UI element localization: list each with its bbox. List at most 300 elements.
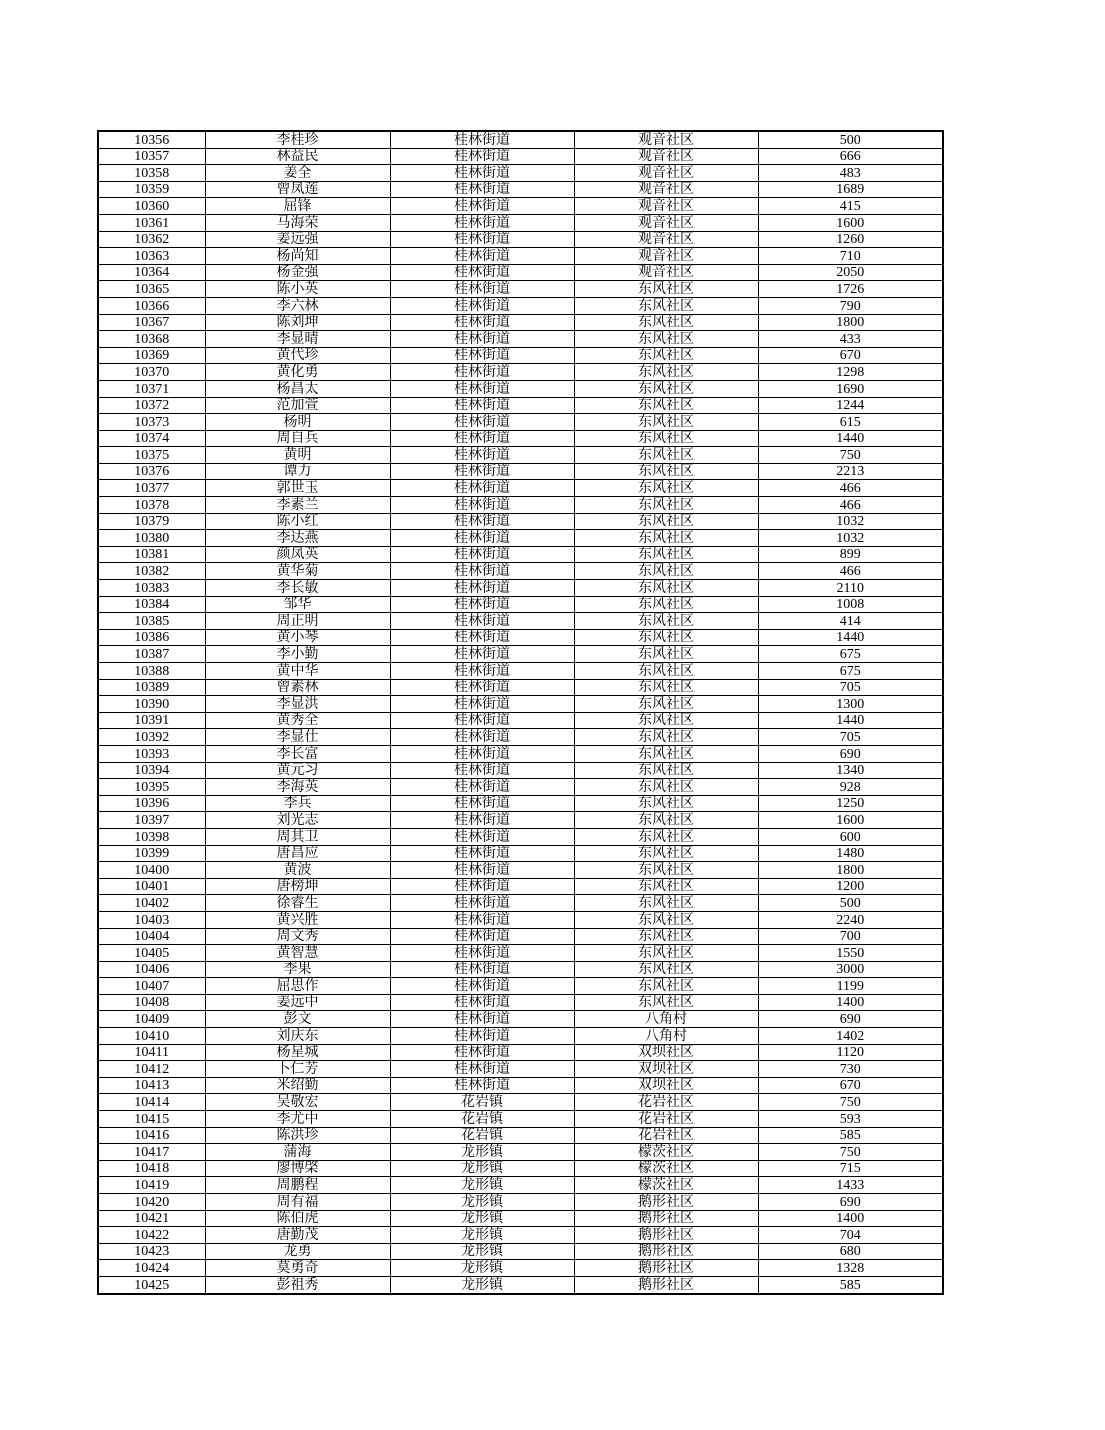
cell-community: 东风社区	[574, 679, 758, 696]
cell-street: 桂林街道	[390, 729, 574, 746]
cell-name: 杨金强	[205, 264, 390, 281]
cell-id: 10400	[98, 862, 205, 879]
table-row	[98, 463, 943, 480]
cell-community: 东风社区	[574, 447, 758, 464]
cell-community: 东风社区	[574, 862, 758, 879]
table-row	[98, 1044, 943, 1061]
cell-id: 10419	[98, 1177, 205, 1194]
cell-community: 东风社区	[574, 513, 758, 530]
cell-amount: 1260	[758, 231, 943, 248]
cell-name: 周自兵	[205, 430, 390, 447]
cell-amount: 899	[758, 546, 943, 563]
cell-amount: 1340	[758, 762, 943, 779]
cell-id: 10379	[98, 513, 205, 530]
table-row	[98, 945, 943, 962]
table-row	[98, 181, 943, 198]
cell-street: 桂林街道	[390, 314, 574, 331]
cell-id: 10382	[98, 563, 205, 580]
cell-amount: 705	[758, 729, 943, 746]
cell-id: 10376	[98, 463, 205, 480]
cell-amount: 615	[758, 414, 943, 431]
cell-name: 杨明	[205, 414, 390, 431]
cell-name: 李尤中	[205, 1111, 390, 1128]
cell-street: 桂林街道	[390, 214, 574, 231]
table-row	[98, 347, 943, 364]
cell-id: 10401	[98, 878, 205, 895]
cell-amount: 500	[758, 131, 943, 148]
table-row	[98, 779, 943, 796]
cell-community: 东风社区	[574, 812, 758, 829]
cell-name: 郭世玉	[205, 480, 390, 497]
cell-amount: 670	[758, 1077, 943, 1094]
table-row	[98, 264, 943, 281]
cell-street: 桂林街道	[390, 380, 574, 397]
cell-amount: 1244	[758, 397, 943, 414]
cell-street: 桂林街道	[390, 297, 574, 314]
cell-name: 李显仕	[205, 729, 390, 746]
cell-street: 桂林街道	[390, 414, 574, 431]
cell-id: 10365	[98, 281, 205, 298]
cell-id: 10418	[98, 1160, 205, 1177]
cell-id: 10389	[98, 679, 205, 696]
cell-street: 桂林街道	[390, 165, 574, 182]
cell-amount: 2213	[758, 463, 943, 480]
cell-community: 鹅形社区	[574, 1210, 758, 1227]
cell-id: 10412	[98, 1061, 205, 1078]
cell-name: 黄中华	[205, 663, 390, 680]
cell-community: 东风社区	[574, 314, 758, 331]
cell-name: 黄化勇	[205, 364, 390, 381]
cell-community: 东风社区	[574, 911, 758, 928]
cell-amount: 690	[758, 1194, 943, 1211]
cell-amount: 2110	[758, 580, 943, 597]
cell-id: 10367	[98, 314, 205, 331]
cell-street: 桂林街道	[390, 878, 574, 895]
table-row	[98, 447, 943, 464]
table-row	[98, 646, 943, 663]
cell-community: 东风社区	[574, 563, 758, 580]
cell-street: 花岩镇	[390, 1094, 574, 1111]
table-row	[98, 397, 943, 414]
cell-community: 东风社区	[574, 729, 758, 746]
cell-id: 10407	[98, 978, 205, 995]
cell-community: 花岩社区	[574, 1094, 758, 1111]
cell-community: 双坝社区	[574, 1044, 758, 1061]
cell-amount: 1400	[758, 994, 943, 1011]
cell-amount: 750	[758, 447, 943, 464]
table-row	[98, 1276, 943, 1293]
cell-street: 桂林街道	[390, 1044, 574, 1061]
cell-name: 龙勇	[205, 1243, 390, 1260]
cell-amount: 1250	[758, 795, 943, 812]
cell-id: 10356	[98, 131, 205, 148]
cell-amount: 750	[758, 1144, 943, 1161]
cell-amount: 1120	[758, 1044, 943, 1061]
cell-community: 观音社区	[574, 131, 758, 148]
cell-id: 10420	[98, 1194, 205, 1211]
cell-name: 陈小英	[205, 281, 390, 298]
cell-community: 东风社区	[574, 779, 758, 796]
cell-id: 10388	[98, 663, 205, 680]
cell-street: 桂林街道	[390, 745, 574, 762]
data-table	[97, 130, 944, 1295]
cell-name: 卜仁芳	[205, 1061, 390, 1078]
table-row	[98, 1144, 943, 1161]
cell-id: 10405	[98, 945, 205, 962]
cell-community: 观音社区	[574, 214, 758, 231]
cell-name: 陈小红	[205, 513, 390, 530]
cell-id: 10413	[98, 1077, 205, 1094]
cell-id: 10361	[98, 214, 205, 231]
cell-id: 10386	[98, 629, 205, 646]
table-row	[98, 961, 943, 978]
cell-street: 桂林街道	[390, 546, 574, 563]
cell-amount: 705	[758, 679, 943, 696]
cell-name: 李达燕	[205, 530, 390, 547]
cell-amount: 585	[758, 1276, 943, 1293]
table-row	[98, 214, 943, 231]
cell-community: 东风社区	[574, 928, 758, 945]
cell-amount: 1726	[758, 281, 943, 298]
cell-id: 10394	[98, 762, 205, 779]
cell-amount: 483	[758, 165, 943, 182]
cell-amount: 1032	[758, 513, 943, 530]
cell-id: 10410	[98, 1028, 205, 1045]
cell-street: 桂林街道	[390, 1061, 574, 1078]
cell-name: 杨星城	[205, 1044, 390, 1061]
cell-name: 米绍勤	[205, 1077, 390, 1094]
cell-community: 鹅形社区	[574, 1194, 758, 1211]
cell-community: 东风社区	[574, 397, 758, 414]
cell-name: 屈思作	[205, 978, 390, 995]
cell-amount: 1550	[758, 945, 943, 962]
cell-community: 东风社区	[574, 580, 758, 597]
cell-street: 桂林街道	[390, 845, 574, 862]
cell-community: 鹅形社区	[574, 1243, 758, 1260]
cell-street: 桂林街道	[390, 463, 574, 480]
cell-street: 龙形镇	[390, 1227, 574, 1244]
table-row	[98, 712, 943, 729]
cell-amount: 675	[758, 646, 943, 663]
cell-id: 10360	[98, 198, 205, 215]
cell-id: 10369	[98, 347, 205, 364]
cell-name: 黄小琴	[205, 629, 390, 646]
cell-amount: 1300	[758, 696, 943, 713]
cell-amount: 928	[758, 779, 943, 796]
cell-amount: 1690	[758, 380, 943, 397]
cell-street: 桂林街道	[390, 895, 574, 912]
cell-community: 东风社区	[574, 961, 758, 978]
cell-street: 桂林街道	[390, 994, 574, 1011]
table-row	[98, 563, 943, 580]
table-row	[98, 1061, 943, 1078]
table-row	[98, 828, 943, 845]
table-row	[98, 380, 943, 397]
cell-name: 黄秀全	[205, 712, 390, 729]
cell-amount: 690	[758, 1011, 943, 1028]
table-row	[98, 430, 943, 447]
cell-amount: 1008	[758, 596, 943, 613]
cell-community: 鹅形社区	[574, 1276, 758, 1293]
cell-community: 东风社区	[574, 613, 758, 630]
cell-name: 莫勇奇	[205, 1260, 390, 1277]
cell-street: 桂林街道	[390, 679, 574, 696]
table-row	[98, 1011, 943, 1028]
cell-street: 桂林街道	[390, 480, 574, 497]
table-row	[98, 165, 943, 182]
cell-name: 黄波	[205, 862, 390, 879]
cell-id: 10368	[98, 331, 205, 348]
cell-name: 范加萱	[205, 397, 390, 414]
table-row	[98, 1227, 943, 1244]
cell-name: 刘光志	[205, 812, 390, 829]
cell-community: 东风社区	[574, 878, 758, 895]
cell-street: 桂林街道	[390, 712, 574, 729]
cell-name: 姜远中	[205, 994, 390, 1011]
cell-name: 周鹏程	[205, 1177, 390, 1194]
cell-amount: 790	[758, 297, 943, 314]
cell-community: 东风社区	[574, 828, 758, 845]
table-row	[98, 895, 943, 912]
cell-street: 桂林街道	[390, 563, 574, 580]
cell-street: 桂林街道	[390, 613, 574, 630]
cell-street: 桂林街道	[390, 513, 574, 530]
cell-street: 桂林街道	[390, 663, 574, 680]
table-row	[98, 480, 943, 497]
cell-community: 观音社区	[574, 264, 758, 281]
cell-id: 10424	[98, 1260, 205, 1277]
cell-community: 东风社区	[574, 795, 758, 812]
cell-amount: 3000	[758, 961, 943, 978]
cell-id: 10397	[98, 812, 205, 829]
cell-amount: 690	[758, 745, 943, 762]
cell-street: 桂林街道	[390, 131, 574, 148]
cell-street: 桂林街道	[390, 862, 574, 879]
table-row	[98, 745, 943, 762]
cell-name: 陈刘坤	[205, 314, 390, 331]
cell-street: 龙形镇	[390, 1160, 574, 1177]
cell-community: 双坝社区	[574, 1061, 758, 1078]
table-row	[98, 928, 943, 945]
cell-community: 观音社区	[574, 165, 758, 182]
cell-street: 桂林街道	[390, 646, 574, 663]
cell-id: 10402	[98, 895, 205, 912]
cell-name: 彭祖秀	[205, 1276, 390, 1293]
cell-street: 桂林街道	[390, 397, 574, 414]
cell-street: 桂林街道	[390, 1028, 574, 1045]
cell-amount: 730	[758, 1061, 943, 1078]
cell-id: 10385	[98, 613, 205, 630]
cell-community: 东风社区	[574, 762, 758, 779]
cell-street: 桂林街道	[390, 347, 574, 364]
cell-street: 桂林街道	[390, 1011, 574, 1028]
cell-community: 观音社区	[574, 231, 758, 248]
cell-community: 东风社区	[574, 712, 758, 729]
cell-amount: 585	[758, 1127, 943, 1144]
table-row	[98, 314, 943, 331]
cell-id: 10366	[98, 297, 205, 314]
cell-id: 10383	[98, 580, 205, 597]
cell-id: 10399	[98, 845, 205, 862]
cell-id: 10404	[98, 928, 205, 945]
cell-community: 花岩社区	[574, 1127, 758, 1144]
cell-id: 10421	[98, 1210, 205, 1227]
cell-community: 东风社区	[574, 646, 758, 663]
cell-id: 10393	[98, 745, 205, 762]
cell-amount: 600	[758, 828, 943, 845]
cell-id: 10380	[98, 530, 205, 547]
cell-community: 东风社区	[574, 945, 758, 962]
cell-street: 桂林街道	[390, 812, 574, 829]
cell-street: 龙形镇	[390, 1144, 574, 1161]
cell-amount: 1689	[758, 181, 943, 198]
cell-name: 黄智慧	[205, 945, 390, 962]
cell-amount: 1328	[758, 1260, 943, 1277]
table-row	[98, 1094, 943, 1111]
cell-street: 桂林街道	[390, 828, 574, 845]
cell-community: 东风社区	[574, 380, 758, 397]
cell-name: 李六林	[205, 297, 390, 314]
table-row	[98, 994, 943, 1011]
cell-id: 10403	[98, 911, 205, 928]
table-row	[98, 679, 943, 696]
cell-name: 周其卫	[205, 828, 390, 845]
cell-amount: 750	[758, 1094, 943, 1111]
table-row	[98, 663, 943, 680]
cell-amount: 1402	[758, 1028, 943, 1045]
cell-name: 陈洪珍	[205, 1127, 390, 1144]
cell-name: 曾素林	[205, 679, 390, 696]
table-row	[98, 845, 943, 862]
cell-street: 桂林街道	[390, 795, 574, 812]
cell-name: 林益民	[205, 148, 390, 165]
cell-name: 李长敏	[205, 580, 390, 597]
cell-amount: 466	[758, 480, 943, 497]
cell-name: 李素兰	[205, 497, 390, 514]
table-row	[98, 1160, 943, 1177]
table-row	[98, 414, 943, 431]
cell-id: 10391	[98, 712, 205, 729]
cell-community: 鹅形社区	[574, 1260, 758, 1277]
cell-community: 东风社区	[574, 696, 758, 713]
cell-street: 龙形镇	[390, 1276, 574, 1293]
cell-community: 檬茨社区	[574, 1144, 758, 1161]
cell-id: 10409	[98, 1011, 205, 1028]
table-row	[98, 1194, 943, 1211]
cell-street: 龙形镇	[390, 1194, 574, 1211]
table-row	[98, 364, 943, 381]
cell-id: 10416	[98, 1127, 205, 1144]
cell-id: 10390	[98, 696, 205, 713]
cell-street: 桂林街道	[390, 331, 574, 348]
cell-amount: 593	[758, 1111, 943, 1128]
cell-id: 10359	[98, 181, 205, 198]
cell-amount: 2050	[758, 264, 943, 281]
cell-street: 桂林街道	[390, 264, 574, 281]
cell-community: 东风社区	[574, 430, 758, 447]
table-row	[98, 878, 943, 895]
cell-street: 桂林街道	[390, 148, 574, 165]
cell-community: 东风社区	[574, 663, 758, 680]
cell-name: 陈伯虎	[205, 1210, 390, 1227]
cell-community: 东风社区	[574, 347, 758, 364]
cell-name: 马海荣	[205, 214, 390, 231]
cell-id: 10414	[98, 1094, 205, 1111]
cell-street: 桂林街道	[390, 497, 574, 514]
cell-amount: 1298	[758, 364, 943, 381]
table-row	[98, 629, 943, 646]
cell-community: 东风社区	[574, 331, 758, 348]
cell-street: 桂林街道	[390, 430, 574, 447]
cell-amount: 666	[758, 148, 943, 165]
cell-id: 10423	[98, 1243, 205, 1260]
cell-name: 李小勤	[205, 646, 390, 663]
cell-street: 桂林街道	[390, 281, 574, 298]
cell-amount: 1200	[758, 878, 943, 895]
cell-amount: 1800	[758, 314, 943, 331]
cell-id: 10395	[98, 779, 205, 796]
table-row	[98, 231, 943, 248]
cell-id: 10422	[98, 1227, 205, 1244]
cell-street: 龙形镇	[390, 1243, 574, 1260]
cell-street: 桂林街道	[390, 911, 574, 928]
cell-street: 桂林街道	[390, 1077, 574, 1094]
cell-street: 桂林街道	[390, 945, 574, 962]
table-row	[98, 1260, 943, 1277]
cell-name: 吴敬宏	[205, 1094, 390, 1111]
cell-street: 桂林街道	[390, 198, 574, 215]
cell-amount: 1440	[758, 629, 943, 646]
cell-id: 10425	[98, 1276, 205, 1293]
table-row	[98, 596, 943, 613]
cell-id: 10381	[98, 546, 205, 563]
table-row	[98, 1077, 943, 1094]
cell-street: 桂林街道	[390, 696, 574, 713]
table-row	[98, 497, 943, 514]
cell-street: 桂林街道	[390, 779, 574, 796]
cell-name: 黄代珍	[205, 347, 390, 364]
cell-name: 蒲海	[205, 1144, 390, 1161]
cell-street: 桂林街道	[390, 596, 574, 613]
cell-community: 东风社区	[574, 978, 758, 995]
cell-name: 屈锋	[205, 198, 390, 215]
table-row	[98, 513, 943, 530]
cell-street: 桂林街道	[390, 364, 574, 381]
cell-name: 姜全	[205, 165, 390, 182]
cell-amount: 1600	[758, 812, 943, 829]
cell-name: 杨尚知	[205, 248, 390, 265]
cell-community: 檬茨社区	[574, 1177, 758, 1194]
cell-amount: 1199	[758, 978, 943, 995]
cell-street: 桂林街道	[390, 530, 574, 547]
cell-name: 李海英	[205, 779, 390, 796]
cell-street: 桂林街道	[390, 629, 574, 646]
cell-amount: 1440	[758, 430, 943, 447]
cell-id: 10378	[98, 497, 205, 514]
cell-id: 10371	[98, 380, 205, 397]
cell-id: 10372	[98, 397, 205, 414]
cell-community: 东风社区	[574, 530, 758, 547]
cell-community: 东风社区	[574, 297, 758, 314]
cell-amount: 2240	[758, 911, 943, 928]
cell-name: 周有福	[205, 1194, 390, 1211]
cell-street: 桂林街道	[390, 580, 574, 597]
table-row	[98, 1127, 943, 1144]
cell-community: 东风社区	[574, 629, 758, 646]
cell-community: 东风社区	[574, 463, 758, 480]
cell-id: 10363	[98, 248, 205, 265]
cell-street: 龙形镇	[390, 1210, 574, 1227]
